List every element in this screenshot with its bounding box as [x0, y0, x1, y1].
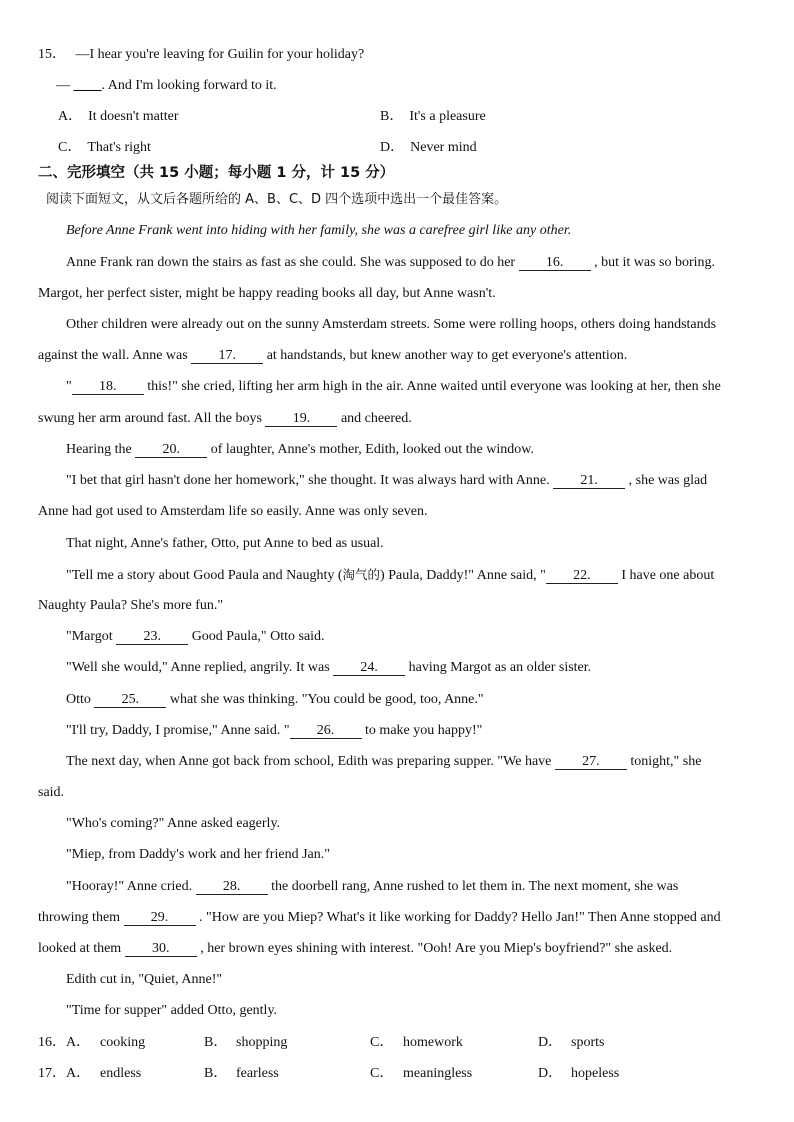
passage-line: "Miep, from Daddy's work and her friend Jan." — [66, 847, 330, 862]
option-d[interactable]: D． Never mind — [380, 140, 477, 155]
passage-line: Anne Frank ran down the stairs as fast as she could. She was supposed to do her 16. , but it was so boring. — [66, 255, 716, 270]
passage-line: That night, Anne's father, Otto, put Anne to bed as usual. — [66, 536, 384, 551]
passage-line: throwing them 29. . "How are you Miep? What's it like working for Daddy? Hello Jan!" Then Anne stopped and — [38, 910, 721, 925]
question-15-stem — [38, 46, 364, 64]
passage-line: "Margot 23. Good Paula," Otto said. — [66, 629, 325, 644]
option-a[interactable]: A． It doesn't matter — [58, 109, 179, 124]
passage-line: against the wall. Anne was 17. at handstands, but knew another way to get everyone's attention. — [38, 348, 628, 363]
passage-line: "Tell me a story about Good Paula and Naughty (淘气的) Paula, Daddy!" Anne said, " 22. I have one about — [66, 567, 715, 583]
blank-17: 17. — [191, 349, 263, 364]
answer-17-option-b[interactable]: B． fearless — [204, 1066, 279, 1081]
question-number: 15． — [38, 47, 66, 62]
passage-line: swung her arm around fast. All the boys 19. and cheered. — [38, 411, 412, 426]
passage-line: Hearing the 20. of laughter, Anne's mother, Edith, looked out the window. — [66, 442, 534, 457]
question-15-reply: — ____. And I'm looking forward to it. — [56, 78, 277, 93]
passage-line: Otto 25. what she was thinking. "You could be good, too, Anne." — [66, 692, 484, 707]
answer-17-option-d[interactable]: D． hopeless — [538, 1066, 620, 1081]
blank-28: 28. — [196, 880, 268, 895]
passage-intro: Before Anne Frank went into hiding with her family, she was a carefree girl like any other. — [66, 223, 572, 238]
passage-line: "I'll try, Daddy, I promise," Anne said. " 26. to make you happy!" — [66, 723, 483, 738]
passage-line: Edith cut in, "Quiet, Anne!" — [66, 972, 223, 987]
answer-17-option-a[interactable]: A． endless — [66, 1066, 142, 1081]
passage-line: Anne had got used to Amsterdam life so easily. Anne was only seven. — [38, 504, 428, 519]
option-b[interactable]: B． It's a pleasure — [380, 109, 486, 124]
blank-26: 26. — [290, 724, 362, 739]
blank-30: 30. — [125, 942, 197, 957]
section-heading: 二、完形填空（共 15 小题；每小题 1 分，计 15 分） — [38, 165, 395, 181]
answer-16-option-d[interactable]: D． sports — [538, 1035, 605, 1050]
answer-16-option-c[interactable]: C． homework — [370, 1035, 463, 1050]
passage-line: Margot, her perfect sister, might be happy reading books all day, but Anne wasn't. — [38, 286, 496, 301]
answer-blank: ____ — [73, 78, 102, 93]
blank-24: 24. — [333, 661, 405, 676]
blank-16: 16. — [519, 256, 591, 271]
passage-line: "Well she would," Anne replied, angrily. It was 24. having Margot as an older sister. — [66, 660, 592, 675]
answer-16-number: 16． — [38, 1035, 66, 1050]
option-c[interactable]: C． That's right — [58, 140, 151, 155]
answer-16-option-b[interactable]: B． shopping — [204, 1035, 288, 1050]
passage-line: The next day, when Anne got back from school, Edith was preparing supper. "We have 27. tonight," she — [66, 754, 702, 769]
passage-line: Naughty Paula? She's more fun." — [38, 598, 224, 613]
blank-25: 25. — [94, 693, 166, 708]
passage-line: looked at them 30. , her brown eyes shining with interest. "Ooh! Are you Miep's boyfriend?" she asked. — [38, 941, 673, 956]
passage-line: said. — [38, 785, 65, 800]
passage-line: "Hooray!" Anne cried. 28. the doorbell rang, Anne rushed to let them in. The next moment, she was — [66, 879, 679, 894]
blank-20: 20. — [135, 443, 207, 458]
blank-19: 19. — [265, 412, 337, 427]
blank-21: 21. — [553, 474, 625, 489]
passage-line: "I bet that girl hasn't done her homework," she thought. It was always hard with Anne. 21. , she was glad — [66, 473, 708, 488]
blank-18: 18. — [72, 380, 144, 395]
blank-29: 29. — [124, 911, 196, 926]
passage-line: Other children were already out on the sunny Amsterdam streets. Some were rolling hoops, others doing handstands — [66, 317, 717, 332]
answer-16-option-a[interactable]: A． cooking — [66, 1035, 146, 1050]
blank-22: 22. — [546, 569, 618, 584]
answer-17-option-c[interactable]: C． meaningless — [370, 1066, 473, 1081]
passage-line: " 18. this!" she cried, lifting her arm high in the air. Anne waited until everyone was looking at her, then she — [66, 379, 721, 394]
blank-27: 27. — [555, 755, 627, 770]
section-instruction: 阅读下面短文，从文后各题所给的 A、B、C、D 四个选项中选出一个最佳答案。 — [46, 192, 508, 207]
question-stem: —I hear you're leaving for Guilin for your holiday? — [75, 47, 365, 62]
blank-23: 23. — [116, 630, 188, 645]
passage-line: "Who's coming?" Anne asked eagerly. — [66, 816, 281, 831]
passage-line: "Time for supper" added Otto, gently. — [66, 1003, 278, 1018]
answer-17-number: 17． — [38, 1066, 66, 1081]
